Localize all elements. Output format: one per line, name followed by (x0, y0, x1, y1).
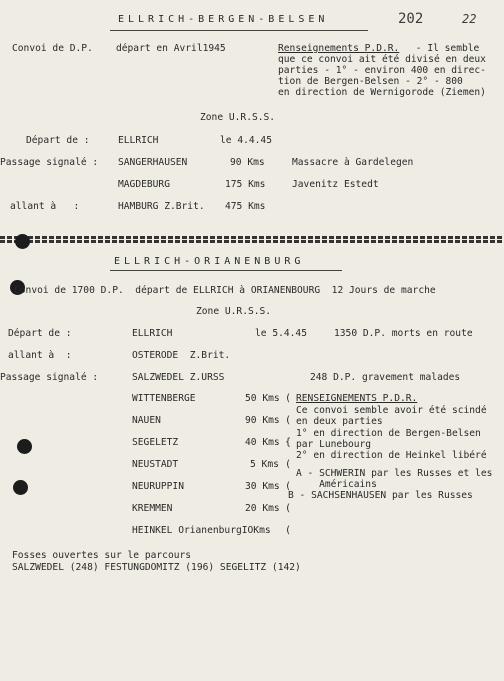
section-divider-bottom (0, 240, 504, 243)
document-title: ELLRICH-BERGEN-BELSEN (118, 14, 329, 25)
allant-place-1: HAMBURG Z.Brit. (118, 201, 205, 212)
stop-place: NAUEN (132, 415, 161, 426)
page-number-handwritten: 22 (462, 12, 477, 26)
zone-label-2: Zone U.R.S.S. (196, 306, 272, 317)
depart-label-1: Départ de : (26, 135, 90, 146)
section-divider-top (0, 236, 504, 239)
stop-distance: 40 Kms (245, 437, 280, 448)
renseignements-line: en direction de Wernigorode (Ziemen) (278, 87, 486, 98)
brace-mark: ( (285, 459, 292, 470)
stop-distance: 90 Kms (230, 157, 265, 168)
renseignements-title-1: Renseignements P.D.R. (278, 43, 400, 54)
renseignements-line: parties - 1° - environ 400 en direc- (278, 65, 486, 76)
renseignements-line: tion de Bergen-Belsen - 2° - 800 (278, 76, 463, 87)
brace-mark: ( (285, 525, 292, 536)
renseignements-line: par Lunebourg (296, 439, 372, 450)
stop-note: Massacre à Gardelegen (292, 157, 414, 168)
allant-distance-1: 475 Kms (225, 201, 266, 212)
footer-line-2: SALZWEDEL (248) FESTUNGDOMITZ (196) SEGELITZ (142) (12, 562, 301, 573)
footer-line-1: Fosses ouvertes sur le parcours (12, 550, 192, 561)
stop-distance: 50 Kms (245, 393, 280, 404)
stop-place: SEGELETZ (132, 437, 179, 448)
renseignements-line: en deux parties (296, 416, 383, 427)
stop-distance: 175 Kms (225, 179, 266, 190)
stop-distance: 90 Kms (245, 415, 280, 426)
stop-distance: 5 Kms (250, 459, 279, 470)
stop-distance: 30 Kms (245, 481, 280, 492)
convoy-line-1: Convoi de D.P. départ en Avril1945 (12, 43, 226, 54)
punch-hole (15, 234, 30, 249)
depart-place-2: ELLRICH (132, 328, 173, 339)
stop-place: NEUSTADT (132, 459, 179, 470)
section2-title-underline (110, 270, 342, 271)
depart-date-2: le 5.4.45 (255, 328, 307, 339)
brace-mark: ( (285, 393, 292, 404)
stop-distance: 20 Kms (245, 503, 280, 514)
passage-label-2: Passage signalé : (0, 372, 99, 383)
brace-mark: ( (285, 503, 292, 514)
renseignements-line: B - SACHSENHAUSEN par les Russes (288, 490, 473, 501)
renseignements-line: Américains (296, 479, 377, 490)
allant-label-1: allant à : (10, 201, 80, 212)
passage-label-1: Passage signalé : (0, 157, 99, 168)
depart-date-1: le 4.4.45 (220, 135, 272, 146)
stop-note: Javenitz Estedt (292, 179, 379, 190)
depart-place-1: ELLRICH (118, 135, 159, 146)
brace-mark: ( (285, 481, 292, 492)
zone-label-1: Zone U.R.S.S. (200, 112, 276, 123)
stop-place: SANGERHAUSEN (118, 157, 188, 168)
renseignements-line: - Il semble (410, 43, 480, 54)
deaths-note: 1350 D.P. morts en route (334, 328, 473, 339)
punch-hole (13, 480, 28, 495)
stop-place: HEINKEL OrianenburgIOKms (132, 525, 271, 536)
passage-place-2: SALZWEDEL Z.URSS (132, 372, 225, 383)
stop-place: WITTENBERGE (132, 393, 196, 404)
renseignements-title-2: RENSEIGNEMENTS P.D.R. (296, 393, 418, 404)
title-underline (110, 30, 368, 31)
renseignements-line: 2° en direction de Heinkel libéré (296, 450, 487, 461)
renseignements-line: 1° en direction de Bergen-Belsen (296, 428, 481, 439)
depart-label-2: Départ de : (8, 328, 72, 339)
sick-note: 248 D.P. gravement malades (310, 372, 461, 383)
section2-title: ELLRICH-ORIANENBURG (114, 256, 305, 267)
brace-mark: ( (285, 415, 292, 426)
allant-place-2: OSTERODE Z.Brit. (132, 350, 231, 361)
convoy-line-2: Convoi de 1700 D.P. départ de ELLRICH à ORIANENBOURG 12 Jours de marche (14, 285, 436, 296)
renseignements-line: que ce convoi ait été divisé en deux (278, 54, 486, 65)
punch-hole (17, 439, 32, 454)
renseignements-line: A - SCHWERIN par les Russes et les (296, 468, 493, 479)
renseignements-line: Ce convoi semble avoir été scindé (296, 405, 487, 416)
stop-place: KREMMEN (132, 503, 173, 514)
page-number: 202 (398, 11, 424, 27)
stop-place: NEURUPPIN (132, 481, 184, 492)
allant-label-2: allant à : (8, 350, 72, 361)
stop-place: MAGDEBURG (118, 179, 170, 190)
brace-mark: { (285, 437, 292, 448)
